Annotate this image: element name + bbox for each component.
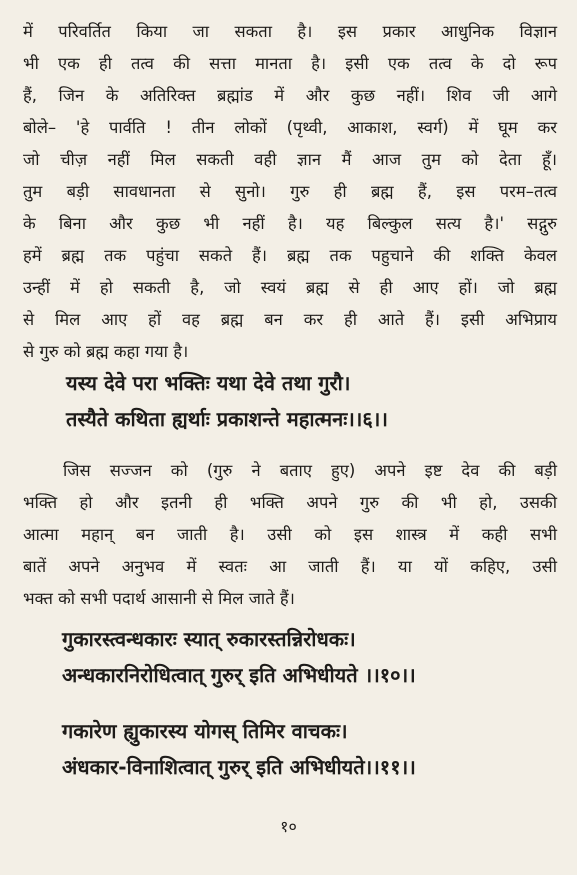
verse-line: यस्य देवे परा भक्तिः यथा देवे तथा गुरौ। [66, 371, 351, 395]
text-line: हमें ब्रह्म तक पहुंचा सकते हैं। ब्रह्म तक पहुचाने की शक्ति केवल [23, 246, 557, 265]
text-line: आत्मा महान् बन जाती है। उसी को इस शास्त्र में कही सभी [23, 525, 557, 544]
sanskrit-verse [62, 713, 532, 785]
verse-line: तस्यैते कथिता ह्यर्थाः प्रकाशन्ते महात्मनः।।६।। [66, 407, 388, 431]
text-line: में परिवर्तित किया जा सकता है। इस प्रकार आधुनिक विज्ञान [23, 22, 557, 41]
text-line: तुम बड़ी सावधानता से सुनो। गुरु ही ब्रह्म हैं, इस परम–तत्व [23, 182, 557, 201]
text-line: से मिल आए हों वह ब्रह्म बन कर ही आते हैं। इसी अभिप्राय [23, 310, 557, 329]
verse-line: गकारेण ह्युकारस्य योगस् तिमिर वाचकः। [62, 719, 348, 743]
verse-line: अन्धकारनिरोधित्वात् गुरुर् इति अभिधीयते ।।१०।। [62, 663, 416, 687]
verse-line: अंधकार-विनाशित्वात् गुरुर् इति अभिधीयते।।११।। [62, 755, 416, 779]
sanskrit-verse [66, 365, 536, 437]
sanskrit-verse [62, 621, 532, 693]
text-line: जिस सज्जन को (गुरु ने बताए हुए) अपने इष्ट देव की बड़ी [63, 461, 557, 480]
text-line: बोले– 'हे पार्वति ! तीन लोकों (पृथ्वी, आकाश, स्वर्ग) में घूम कर [23, 118, 557, 137]
text-line: बातें अपने अनुभव में स्वतः आ जाती हैं। या यों कहिए, उसी [23, 557, 557, 576]
body-paragraph [23, 16, 557, 368]
text-line: भी एक ही तत्व की सत्ता मानता है। इसी एक तत्व के दो रूप [23, 54, 557, 73]
verse-line: गुकारस्त्वन्धकारः स्यात् रुकारस्तन्निरोधकः। [62, 627, 356, 651]
text-line: जो चीज़ नहीं मिल सकती वही ज्ञान मैं आज तुम को देता हूँ। [23, 150, 557, 169]
text-line: उन्हीं में हो सकती है, जो स्वयं ब्रह्म से ही आए हों। जो ब्रह्म [23, 278, 557, 297]
text-line: से गुरु को ब्रह्म कहा गया है। [23, 342, 189, 361]
page-number: १० [280, 817, 297, 836]
body-paragraph [23, 455, 557, 615]
text-line: हैं, जिन के अतिरिक्त ब्रह्मांड में और कुछ नहीं। शिव जी आगे [23, 86, 557, 105]
text-line: भक्ति हो और इतनी ही भक्ति अपने गुरु की भी हो, उसकी [23, 493, 557, 512]
text-line: भक्त को सभी पदार्थ आसानी से मिल जाते हैं। [23, 589, 295, 608]
text-line: के बिना और कुछ भी नहीं है। यह बिल्कुल सत्य है।' सद्गुरु [23, 214, 557, 233]
